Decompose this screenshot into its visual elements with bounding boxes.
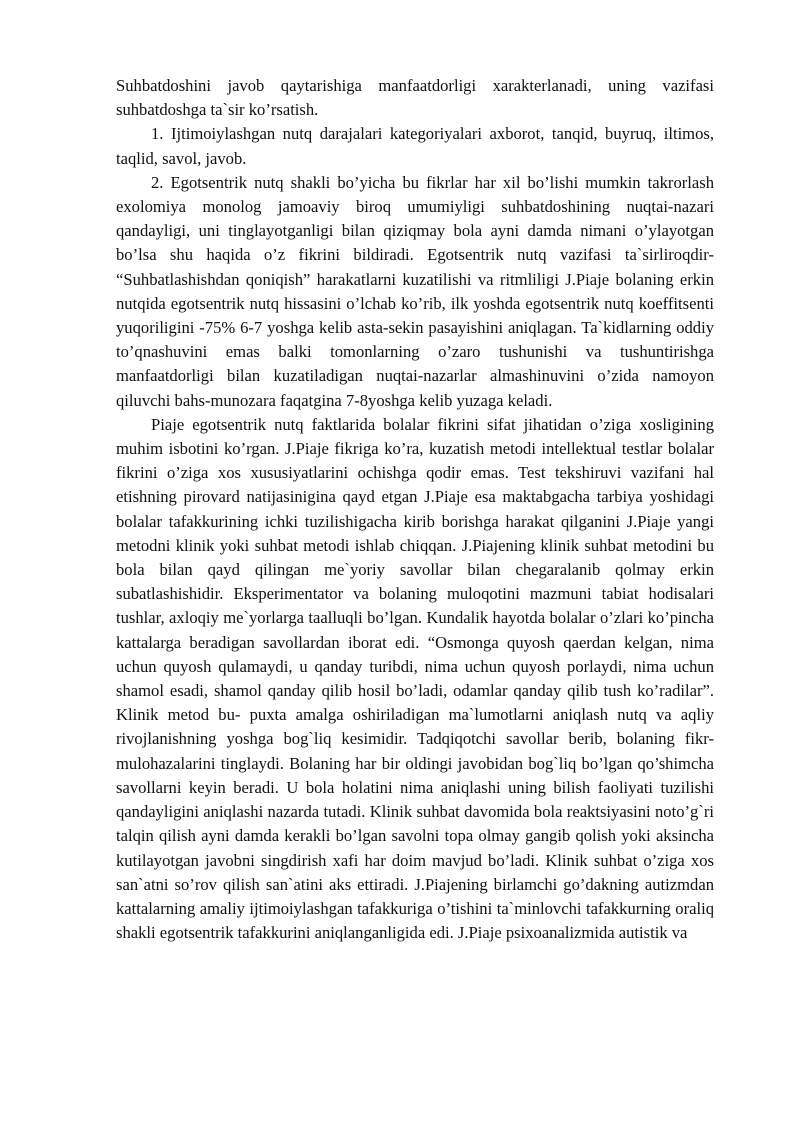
paragraph-1: Suhbatdoshini javob qaytarishiga manfaatdorligi xarakterlanadi, uning vazifasi suhbatdoshga ta`sir ko’rsatish. [116,76,714,120]
paragraph-3: 2. Egotsentrik nutq shakli bo’yicha bu fikrlar har xil bo’lishi mumkin takrorlash exolomiya monolog jamoaviy biroq umumiyligi suhbatdoshining nuqtai-nazari qandayligi, uni tinglayotganligi bilan qiziqmay bola ayni damda nimani o’ylayotgan bo’lsa shu haqida o’z fikrini bildiradi. Egotsentrik nutq vazifasi ta`sirliroqdir- “Suhbatlashishdan qoniqish” harakatlarni kuzatilishi va ritmliligi J.Piaje bolaning erkin nutqida egotsentrik nutq hissasini o’lchab ko’rib, ilk yoshda egotsentrik nutq koeffitsenti yuqoriligini -75% 6-7 yoshga kelib asta-sekin pasayishini aniqlagan. Ta`kidlarning oddiy to’qnashuvini emas balki tomonlarning o’zaro tushunishi va tushuntirishga manfaatdorligi bilan kuzatiladigan nuqtai-nazarlar almashinuvini o’zida namoyon qiluvchi bahs-munozara faqatgina 7-8yoshga kelib yuzaga keladi. [116,172,714,410]
paragraph-4: Piaje egotsentrik nutq faktlarida bolalar fikrini sifat jihatidan o’ziga xosligining muhim isbotini ko’rgan. J.Piaje fikriga ko’ra, kuzatish metodi intellektual testlar bolalar fikrini o’ziga xos xususiyatlarini ochishga qodir emas. Test tekshiruvi vazifani hal etishning pirovard natijasinigina qayd etgan J.Piaje esa maktabgacha tarbiya yoshidagi bolalar tafakkurining ichki tuzilishigacha kirib borishga harakat qilganini J.Piaje yangi metodni klinik yoki suhbat metodi ishlab chiqqan. J.Piajening klinik suhbat metodini bu bola bilan qayd qilingan me`yoriy savollar bilan chegaralanib qolmay erkin subatlashishidir. Eksperimentator va bolaning muloqotini mazmuni tabiat hodisalari tushlar, axloqiy me`yorlarga taalluqli bo’lgan. Kundalik hayotda bolalar o’zlari ko’pincha kattalarga beradigan savollardan iborat edi. “Osmonga quyosh qaerdan kelgan, nima uchun quyosh qulamaydi, u qanday turibdi, nima uchun quyosh porlaydi, nima uchun shamol esadi, shamol qanday qilib hosil bo’ladi, odamlar qanday qilib tush ko’radilar”. Klinik metod bu- puxta amalga oshiriladigan ma`lumotlarni aniqlash nutq va aqliy rivojlanishning yoshga bog`liq kesimidir. Tadqiqotchi savollar berib, bolaning fikr-mulohazalarini tinglaydi. Bolaning har bir oldingi javobidan bog`liq bo’lgan qo’shimcha savollarni keyin beradi. U bola holatini nima aniqlashi uning bilish faoliyati tuzilishi qandayligini aniqlashi nazarda tutadi. Klinik suhbat davomida bola reaktsiyasini noto’g`ri talqin qilish ayni damda kerakli bo’lgan savolni topa olmay gangib qolish yoki aksincha kutilayotgan javobni singdirish xafi har doim mavjud bo’ladi. Klinik suhbat o’ziga xos san`atni so’rov qilish san`atini aks ettiradi. J.Piajening birlamchi go’dakning autizmdan kattalarning amaliy ijtimoiylashgan tafakkuriga o’tishini ta`minlovchi tafakkurning oraliq shakli egotsentrik tafakkurini aniqlanganligida edi. J.Piaje psixoanalizmida autistik va [116,414,714,943]
paragraph-2: 1. Ijtimoiylashgan nutq darajalari kategoriyalari axborot, tanqid, buyruq, iltimos, taqlid, savol, javob. [116,124,714,168]
